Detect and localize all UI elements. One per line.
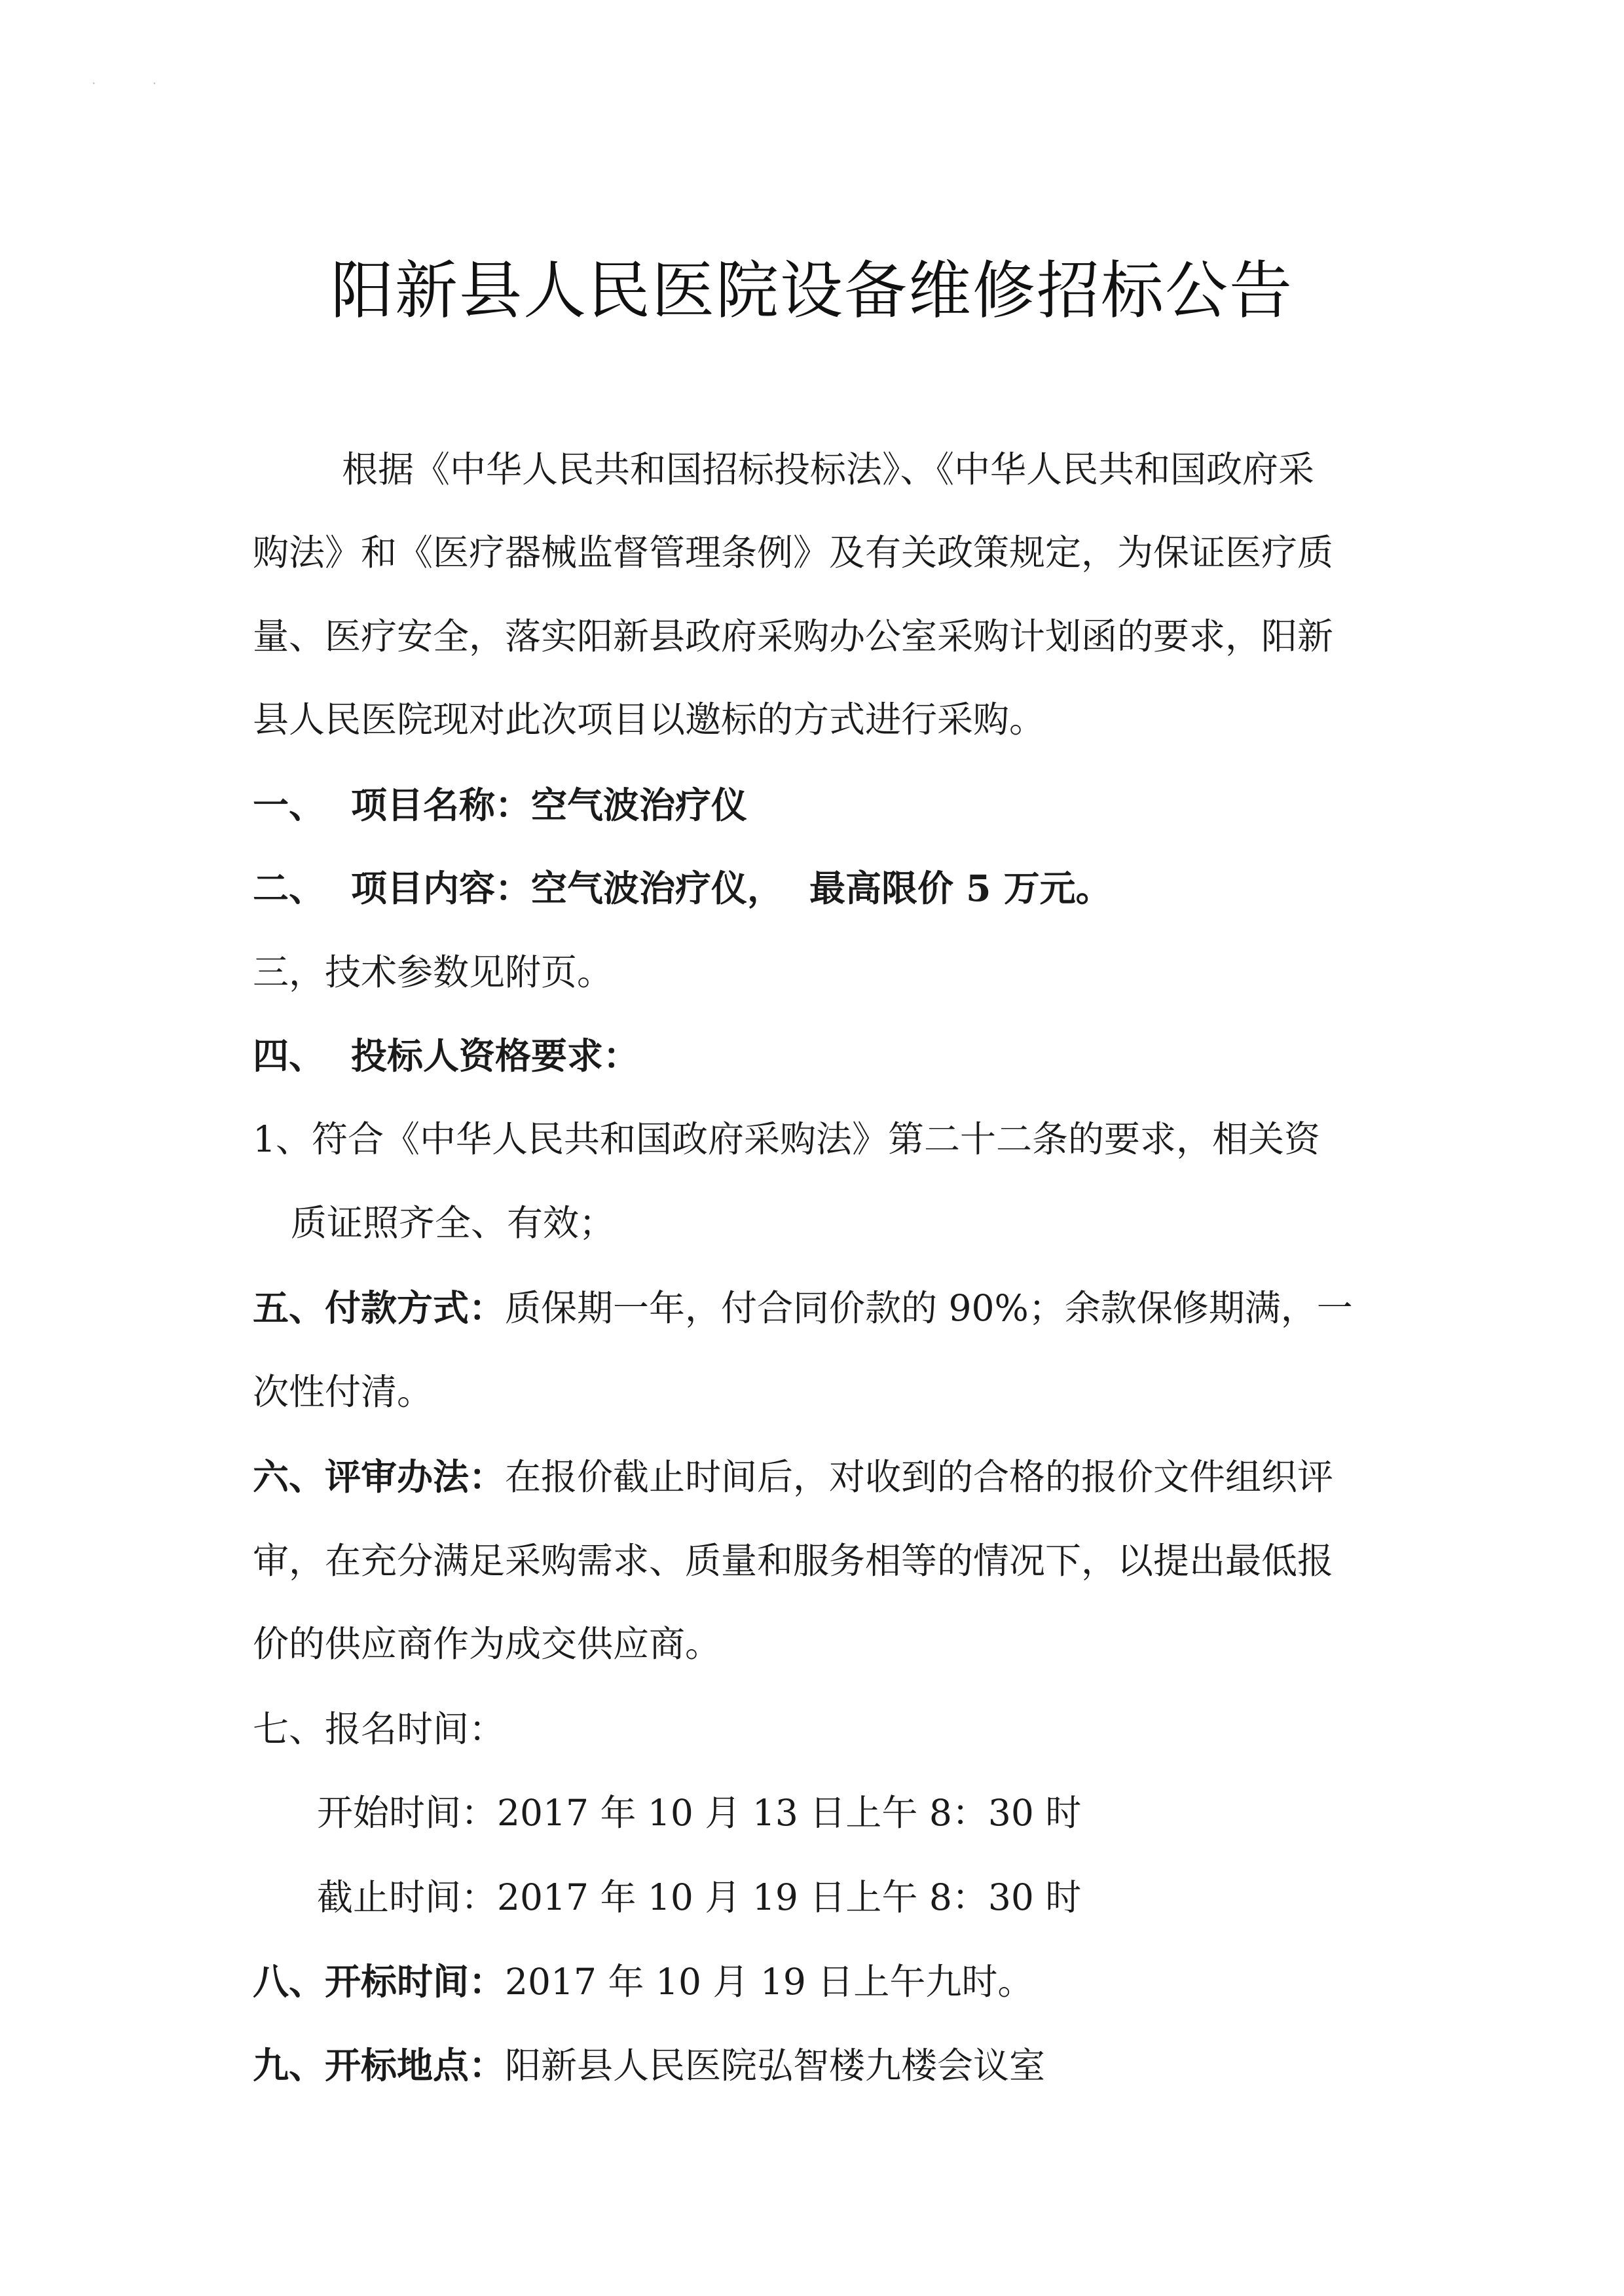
section-5-line-2: 次性付清。 bbox=[253, 1371, 434, 1413]
registration-start-time: 开始时间：2017 年 10 月 13 日上午 8：30 时 bbox=[317, 1792, 1082, 1834]
section-6-line-2: 审，在充分满足采购需求、质量和服务相等的情况下，以提出最低报 bbox=[253, 1540, 1334, 1582]
document-title: 阳新县人民医院设备维修招标公告 bbox=[331, 254, 1293, 327]
section-4-number: 四、 bbox=[253, 1034, 325, 1077]
section-2-text-b: 最高限价 5 万元。 bbox=[809, 867, 1112, 909]
section-8-label: 八、开标时间： bbox=[253, 1960, 506, 2003]
intro-line-2: 购法》和《医疗器械监督管理条例》及有关政策规定，为保证医疗质 bbox=[253, 532, 1334, 574]
section-2 bbox=[253, 866, 1112, 911]
section-9-text: 阳新县人民医院弘智楼九楼会议室 bbox=[505, 2045, 1046, 2086]
section-1-number: 一、 bbox=[253, 784, 325, 826]
section-5-line-1 bbox=[253, 1285, 1353, 1331]
section-6-label: 六、评审办法： bbox=[253, 1455, 506, 1498]
section-2-text-a: 项目内容：空气波治疗仪， bbox=[351, 867, 784, 909]
scan-artifact: · · bbox=[92, 75, 183, 91]
section-8 bbox=[253, 1959, 1033, 2005]
section-1-text: 项目名称：空气波治疗仪 bbox=[351, 784, 748, 826]
section-4-text: 投标人资格要求： bbox=[351, 1034, 640, 1077]
section-5-text: 质保期一年，付合同价款的 90%；余款保修期满，一 bbox=[505, 1287, 1353, 1329]
section-6-line-1 bbox=[253, 1454, 1333, 1500]
section-8-text: 2017 年 10 月 19 日上午九时。 bbox=[505, 1961, 1034, 2003]
section-9 bbox=[253, 2043, 1045, 2088]
section-7-label: 七、报名时间： bbox=[253, 1708, 506, 1750]
section-9-label: 九、开标地点： bbox=[253, 2044, 506, 2086]
intro-line-1: 根据《中华人民共和国招标投标法》、《中华人民共和国政府采 bbox=[342, 448, 1315, 490]
intro-line-4: 县人民医院现对此次项目以邀标的方式进行采购。 bbox=[253, 699, 1046, 740]
section-4-item-1-line-1: 1、符合《中华人民共和国政府采购法》第二十二条的要求，相关资 bbox=[253, 1118, 1320, 1160]
section-5-label: 五、付款方式： bbox=[253, 1286, 506, 1329]
section-6-line-3: 价的供应商作为成交供应商。 bbox=[253, 1623, 722, 1665]
section-6-text: 在报价截止时间后，对收到的合格的报价文件组织评 bbox=[505, 1456, 1334, 1498]
section-4 bbox=[253, 1033, 639, 1079]
section-1 bbox=[253, 782, 747, 828]
section-2-number: 二、 bbox=[253, 867, 325, 909]
intro-line-3: 量、医疗安全，落实阳新县政府采购办公室采购计划函的要求，阳新 bbox=[253, 615, 1334, 657]
registration-end-time: 截止时间：2017 年 10 月 19 日上午 8：30 时 bbox=[317, 1876, 1082, 1918]
section-4-item-1-line-2: 质证照齐全、有效； bbox=[291, 1202, 616, 1244]
section-3: 三，技术参数见附页。 bbox=[253, 951, 614, 993]
